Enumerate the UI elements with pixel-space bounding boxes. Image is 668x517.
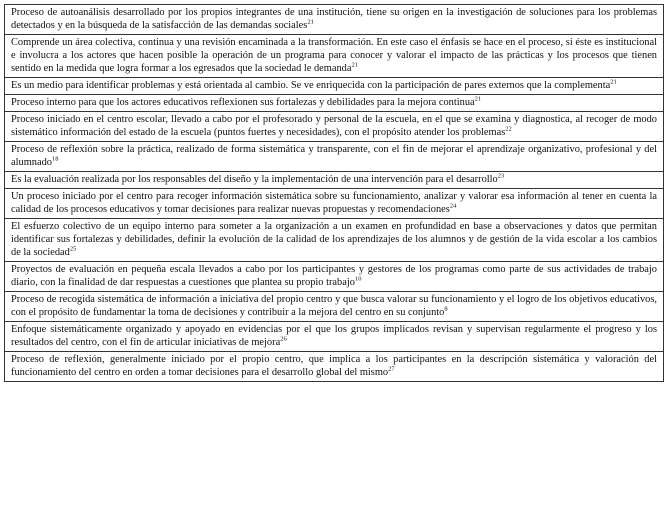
- definition-cell: [5, 78, 664, 95]
- table-row: [5, 322, 664, 352]
- reference-number: 21: [474, 95, 482, 103]
- table-row: [5, 78, 664, 95]
- definition-text: Proceso de recogida sistemática de información a iniciativa del propio centro y que busca valorar su funcionamiento y el logro de los objetivos educativos, con el propósito de fundamentar la toma de decisiones y contribuir a la mejora del centro en su conjunto: [11, 294, 657, 318]
- definition-text: Es un medio para identificar problemas y está orientada al cambio. Se ve enriquecida con la participación de pares externos que la complementa: [11, 80, 611, 91]
- definition-cell: [5, 35, 664, 78]
- reference-number: 8: [444, 305, 448, 313]
- definition-cell: [5, 322, 664, 352]
- definition-text: Proceso de reflexión sobre la práctica, realizado de forma sistemática y transparente, con el fin de mejorar el aprendizaje organizativo, profesional y del alumnado: [11, 144, 657, 168]
- definition-text: Proceso interno para que los actores educativos reflexionen sus fortalezas y debilidades para la mejora continua: [11, 97, 475, 108]
- definitions-table: [4, 4, 664, 382]
- table-row: [5, 35, 664, 78]
- definition-cell: [5, 352, 664, 382]
- table-row: [5, 5, 664, 35]
- reference-number: 22: [505, 125, 512, 133]
- table-row: [5, 172, 664, 189]
- definition-cell: [5, 292, 664, 322]
- table-row: [5, 95, 664, 112]
- definition-text: El esfuerzo colectivo de un equipo interno para someter a la organización a un examen en profundidad en base a observaciones y datos que permitan identificar sus fortalezas y debilidades, definir la evolución de la calidad de los aprendizajes de los alumnos y de gestión de la vida escolar a los cambios de la sociedad: [11, 221, 657, 258]
- definition-cell: [5, 112, 664, 142]
- table-row: [5, 352, 664, 382]
- reference-number: 10: [354, 275, 362, 283]
- definition-cell: [5, 95, 664, 112]
- reference-number: 25: [69, 245, 77, 253]
- table-row: [5, 292, 664, 322]
- table-row: [5, 262, 664, 292]
- reference-number: 21: [351, 61, 358, 69]
- definition-text: Proceso de reflexión, generalmente iniciado por el propio centro, que implica a los participantes en la descripción sistemática y valoración del funcionamiento del centro en orden a tomar decisiones para el desarrollo global del mismo: [11, 354, 657, 378]
- definition-cell: [5, 172, 664, 189]
- definition-cell: [5, 189, 664, 219]
- table-row: [5, 142, 664, 172]
- reference-number: 21: [610, 78, 617, 86]
- definition-cell: [5, 219, 664, 262]
- reference-number: 27: [388, 365, 395, 373]
- definition-text: Proyectos de evaluación en pequeña escala llevados a cabo por los participantes y gestores de los programas como parte de sus actividades de trabajo diario, con la finalidad de dar respuestas a cuestiones que plantea su propio trabajo: [11, 264, 657, 288]
- table-row: [5, 219, 664, 262]
- definition-cell: [5, 5, 664, 35]
- definition-text: Es la evaluación realizada por los responsables del diseño y la implementación de una intervención para el desarrollo: [11, 174, 498, 185]
- definition-text: Proceso iniciado en el centro escolar, llevado a cabo por el profesorado y personal de la escuela, en el que se examina y diagnostica, al recoger de modo sistemático información del estado de la escuela (puntos fuertes y necesidades), con el propósito atender los problemas: [11, 114, 657, 138]
- reference-number: 26: [280, 335, 287, 343]
- definition-text: Comprende un área colectiva, continua y una revisión encaminada a la transformación. En este caso el énfasis se hace en el proceso, si éste es institucional e involucra a los actores que hacen posible la operación de un programa para conocer y valorar el impacto de las prácticas y los procesos que tienen sentido en la medida que logra formar a los egresados que la sociedad le demanda: [11, 37, 657, 74]
- reference-number: 23: [497, 172, 505, 180]
- reference-number: 18: [51, 155, 59, 163]
- definitions-table-container: [4, 4, 664, 382]
- definition-text: Un proceso iniciado por el centro para recoger información sistemática sobre su funcionamiento, analizar y valorar esa información al tener en cuenta la calidad de los procesos educativos y tomar decisiones para realizar nuevas propuestas y recomendaciones: [11, 191, 657, 215]
- table-row: [5, 112, 664, 142]
- definition-cell: [5, 262, 664, 292]
- reference-number: 21: [307, 18, 314, 26]
- definition-text: Proceso de autoanálisis desarrollado por los propios integrantes de una institución, tiene su origen en la investigación de soluciones para los problemas detectados y en la búsqueda de la satisfacción de las demandas sociales: [11, 7, 657, 31]
- definition-cell: [5, 142, 664, 172]
- definition-text: Enfoque sistemáticamente organizado y apoyado en evidencias por el que los grupos implicados revisan y supervisan regularmente el progreso y los resultados del centro, con el fin de articular iniciativas de mejora: [11, 324, 657, 348]
- reference-number: 24: [449, 202, 457, 210]
- table-row: [5, 189, 664, 219]
